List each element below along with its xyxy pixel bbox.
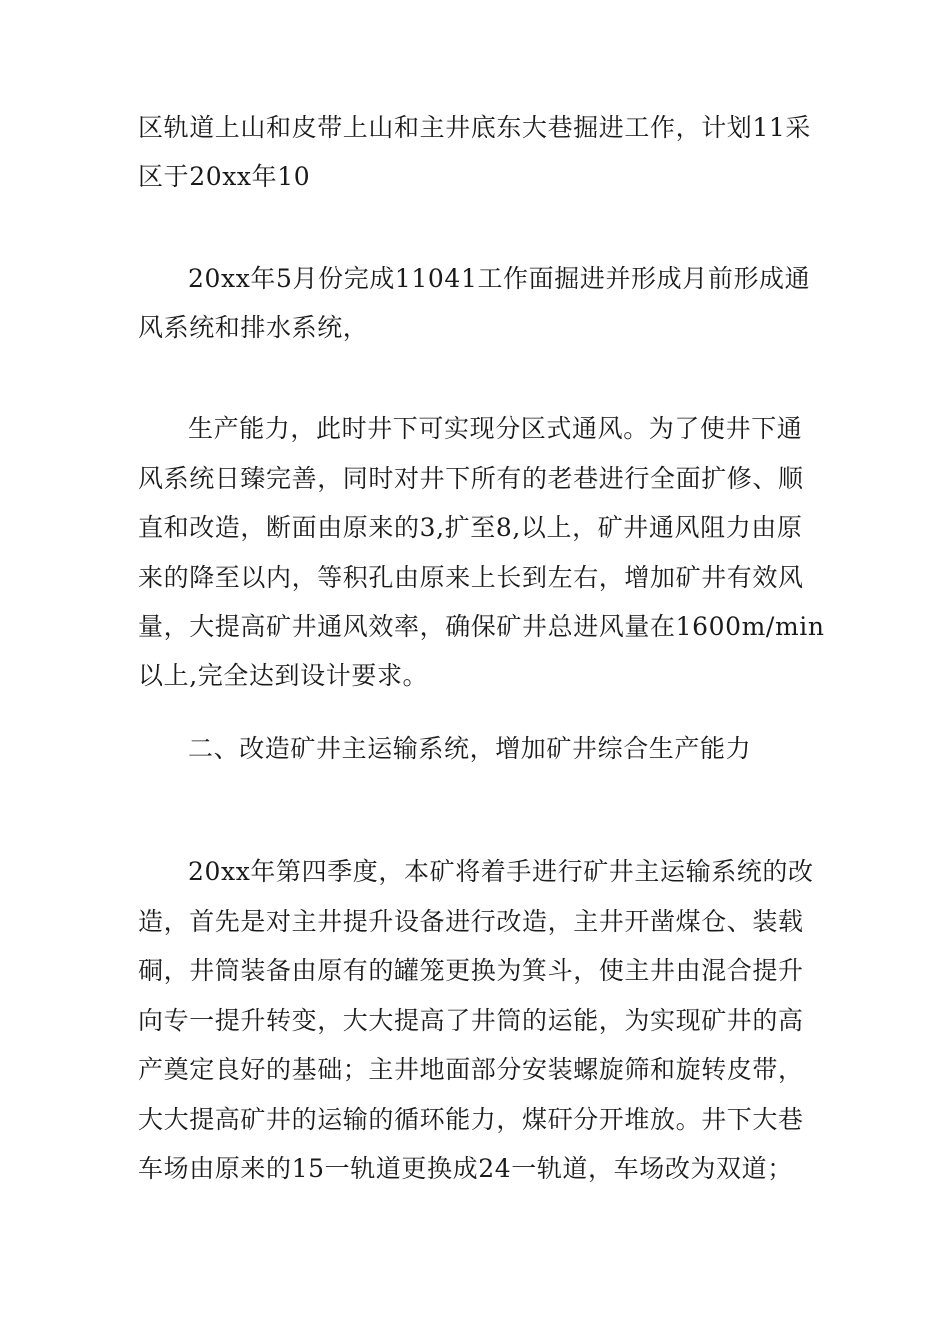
paragraph-line: 硐，井筒装备由原有的罐笼更换为箕斗，使主井由混合提升	[138, 956, 804, 985]
paragraph-line: 大大提高矿井的运输的循环能力，煤矸分开堆放。井下大巷	[138, 1105, 804, 1134]
section-heading: 二、改造矿井主运输系统，增加矿井综合生产能力	[188, 734, 752, 763]
paragraph-line: 量，大提高矿井通风效率，确保矿井总进风量在1600m/min	[138, 612, 825, 641]
paragraph-line: 区于20xx年10	[138, 162, 311, 191]
paragraph-line: 区轨道上山和皮带上山和主井底东大巷掘进工作，计划11采	[138, 113, 812, 142]
paragraph-line: 车场由原来的15一轨道更换成24一轨道，车场改为双道；	[138, 1154, 793, 1183]
paragraph-line: 风系统日臻完善，同时对井下所有的老巷进行全面扩修、顺	[138, 464, 804, 493]
paragraph-line: 产奠定良好的基础；主井地面部分安装螺旋筛和旋转皮带，	[138, 1055, 804, 1084]
paragraph-line: 以上,完全达到设计要求。	[138, 661, 429, 690]
paragraph-line: 20xx年第四季度，本矿将着手进行矿井主运输系统的改	[188, 857, 814, 886]
paragraph-line: 直和改造，断面由原来的3,扩至8,以上，矿井通风阻力由原	[138, 513, 803, 542]
paragraph-line: 造，首先是对主井提升设备进行改造，主井开凿煤仓、装载	[138, 907, 804, 936]
paragraph-line: 来的降至以内，等积孔由原来上长到左右，增加矿井有效风	[138, 563, 804, 592]
paragraph-line: 向专一提升转变，大大提高了井筒的运能，为实现矿井的高	[138, 1006, 804, 1035]
paragraph-line: 20xx年5月份完成11041工作面掘进并形成月前形成通	[188, 264, 811, 293]
paragraph-line: 风系统和排水系统，	[138, 313, 369, 342]
paragraph-line: 生产能力，此时井下可实现分区式通风。为了使井下通	[188, 414, 803, 443]
